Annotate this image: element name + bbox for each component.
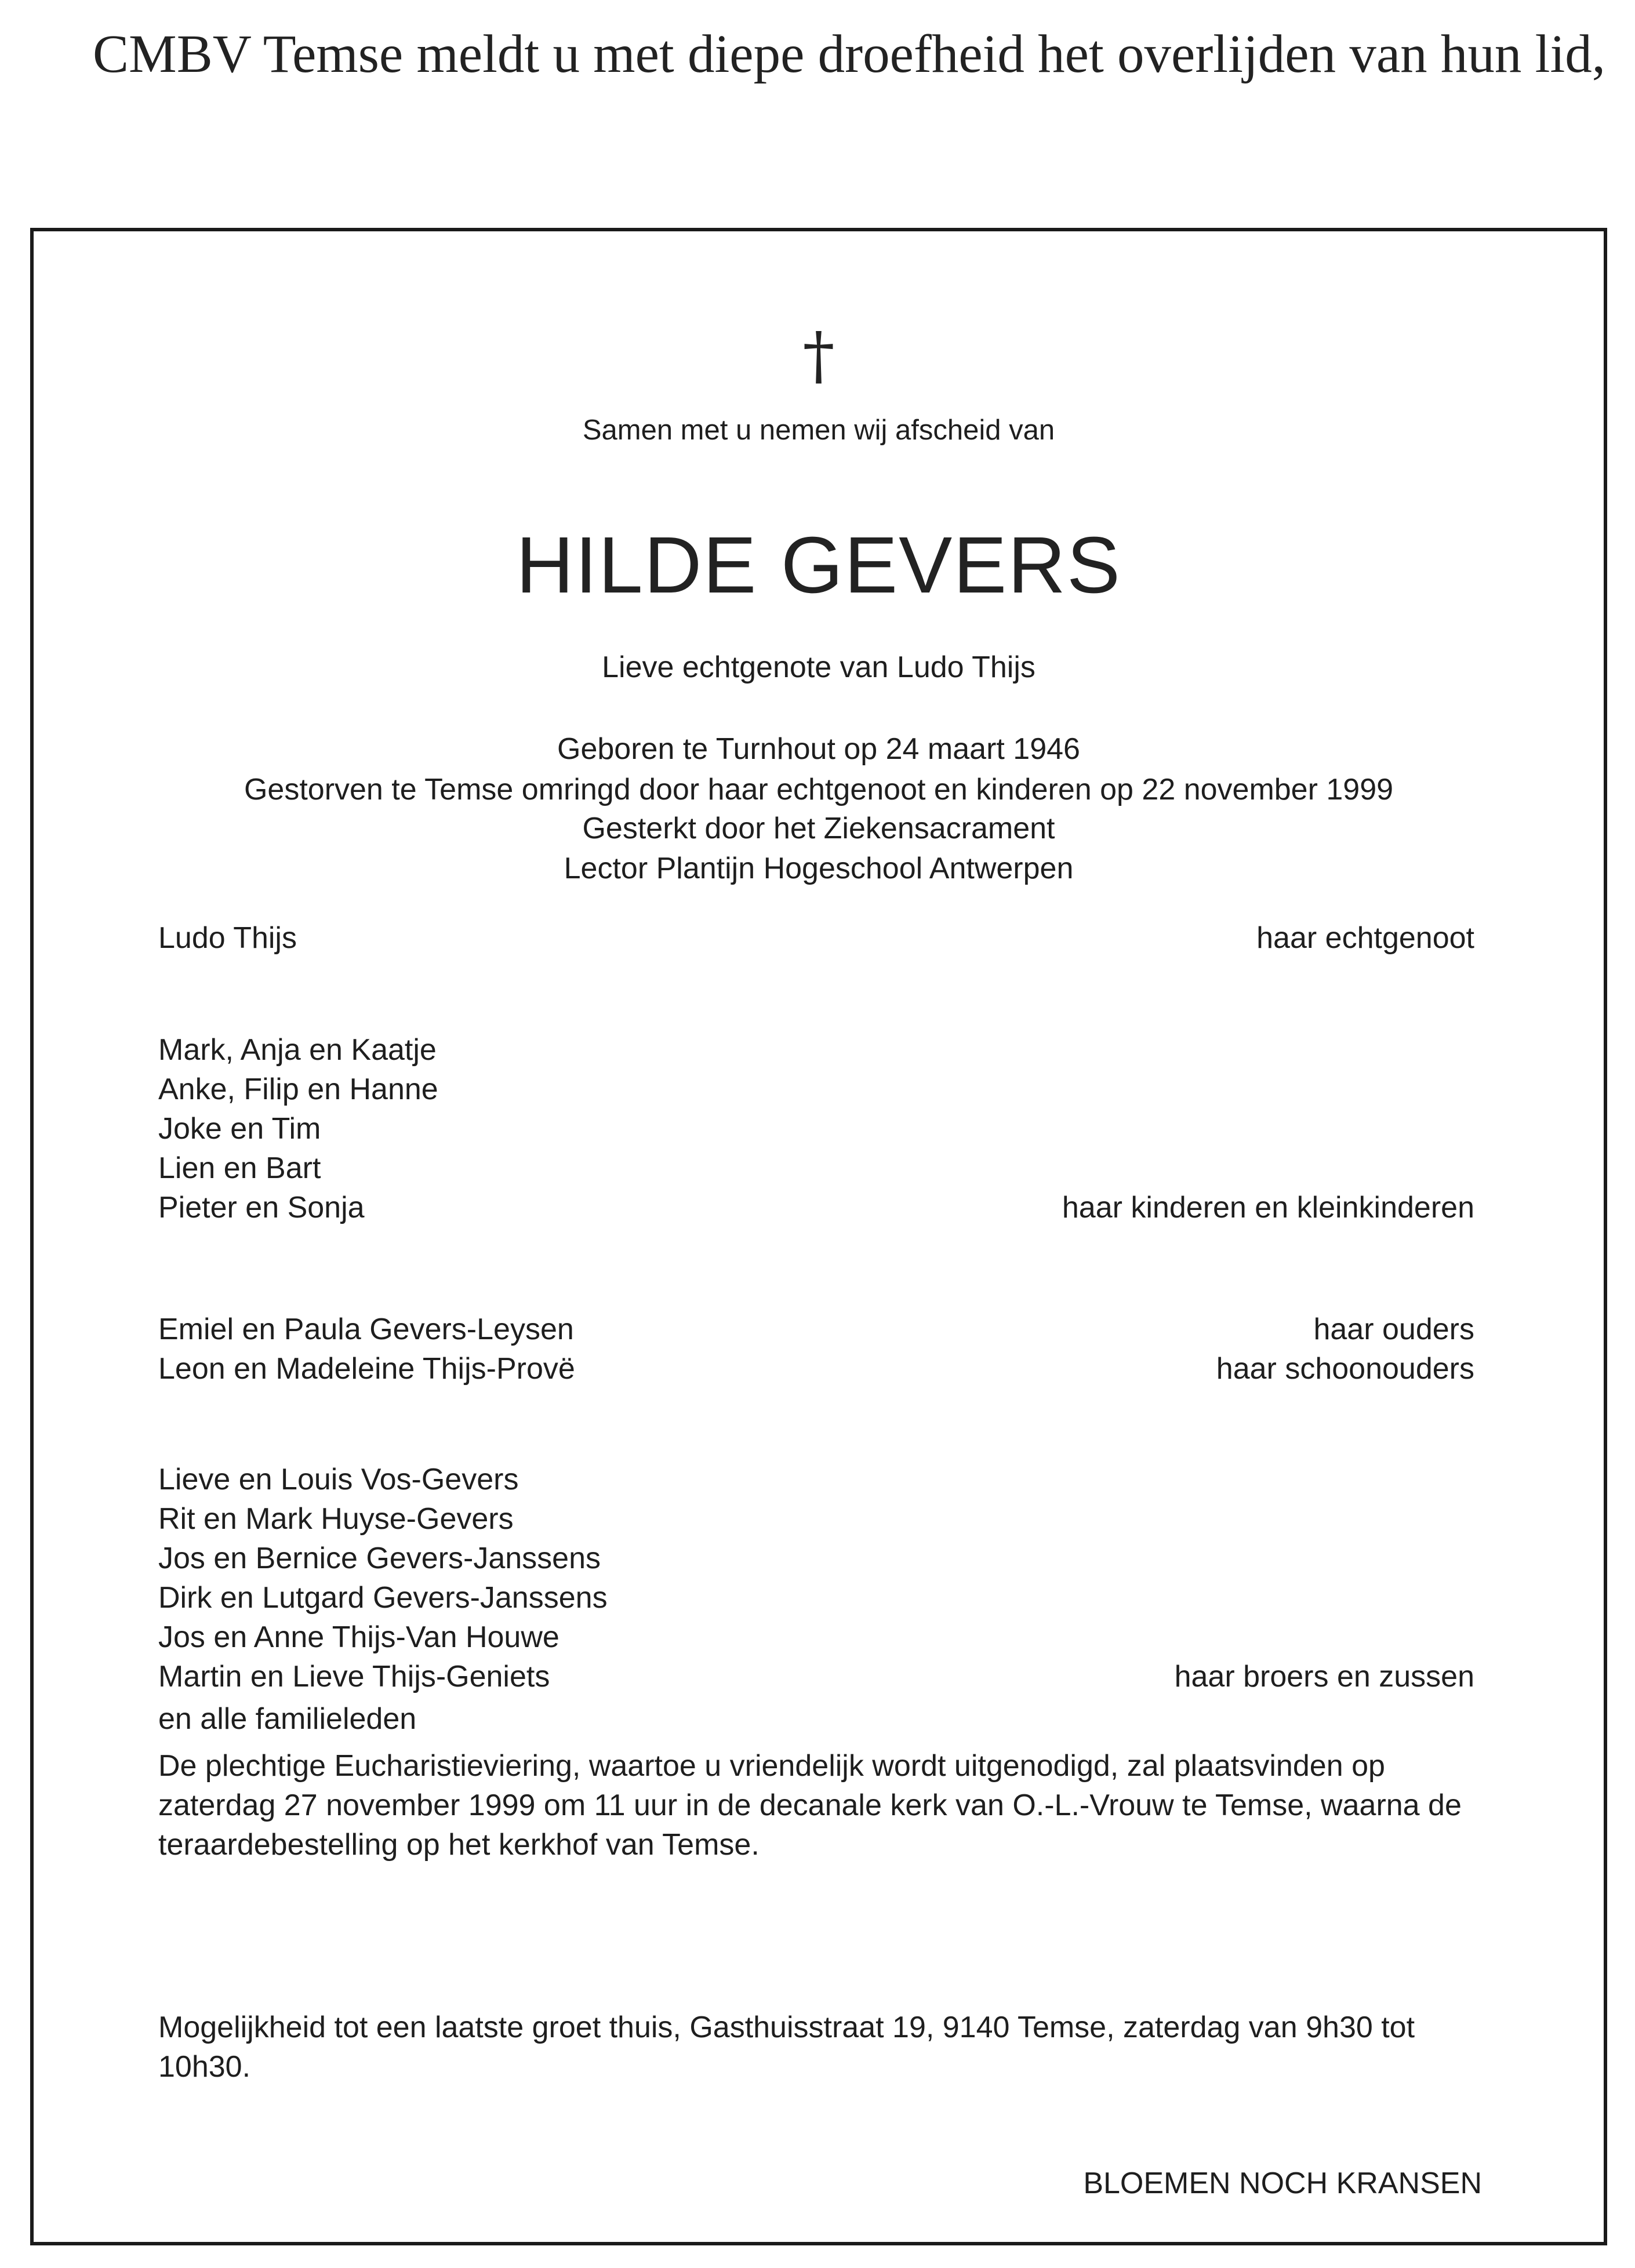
relative-name: Anke, Filip en Hanne bbox=[158, 1073, 438, 1106]
relatives-group-spouse bbox=[158, 918, 1474, 958]
intro-text: Samen met u nemen wij afscheid van bbox=[582, 415, 1055, 446]
relative-name: Dirk en Lutgard Gevers-Janssens bbox=[158, 1581, 608, 1615]
relative-name: Martin en Lieve Thijs-Geniets bbox=[158, 1660, 550, 1693]
cross-icon: † bbox=[802, 318, 835, 392]
relative-name: Leon en Madeleine Thijs-Provë bbox=[158, 1352, 575, 1386]
relative-name: Ludo Thijs bbox=[158, 921, 297, 955]
relation-label: haar ouders bbox=[1313, 1313, 1474, 1346]
relative-name: Jos en Anne Thijs-Van Houwe bbox=[158, 1620, 559, 1654]
visit-paragraph: Mogelijkheid tot een laatste groet thuis, Gasthuisstraat 19, 9140 Temse, zaterdag van 9h30 tot 10h30. bbox=[158, 2011, 1415, 2084]
relative-name: Jos en Bernice Gevers-Janssens bbox=[158, 1542, 601, 1575]
sacrament-line: Gesterkt door het Ziekensacrament bbox=[582, 812, 1055, 845]
relation-label: haar echtgenoot bbox=[1256, 921, 1474, 955]
relative-name: Pieter en Sonja bbox=[158, 1191, 365, 1224]
relative-name: Emiel en Paula Gevers-Leysen bbox=[158, 1313, 574, 1346]
occupation-line: Lector Plantijn Hogeschool Antwerpen bbox=[564, 852, 1074, 885]
relation-label: haar schoonouders bbox=[1216, 1352, 1474, 1386]
birth-line: Geboren te Turnhout op 24 maart 1946 bbox=[557, 732, 1080, 766]
relative-name: Mark, Anja en Kaatje bbox=[158, 1033, 437, 1067]
relative-name: Rit en Mark Huyse-Gevers bbox=[158, 1502, 514, 1536]
memorial-card bbox=[30, 228, 1607, 2245]
relative-name: Lien en Bart bbox=[158, 1151, 321, 1185]
relative-name: Joke en Tim bbox=[158, 1112, 321, 1146]
relative-name: Lieve en Louis Vos-Gevers bbox=[158, 1463, 519, 1496]
deceased-name: HILDE GEVERS bbox=[516, 521, 1121, 610]
relation-label: haar kinderen en kleinkinderen bbox=[1062, 1191, 1474, 1224]
header-announcement: CMBV Temse meldt u met diepe droefheid het overlijden van hun lid, bbox=[93, 24, 1606, 84]
death-line: Gestorven te Temse omringd door haar echtgenoot en kinderen op 22 november 1999 bbox=[244, 773, 1394, 806]
relatives-group-children bbox=[158, 1030, 1474, 1227]
relatives-group-parents bbox=[158, 1310, 1474, 1389]
relation-label: haar broers en zussen bbox=[1174, 1660, 1474, 1693]
flowers-notice: BLOEMEN NOCH KRANSEN bbox=[1083, 2167, 1482, 2200]
ceremony-paragraph: De plechtige Eucharistieviering, waartoe u vriendelijk wordt uitgenodigd, zal plaatsvinden op zaterdag 27 november 1999 om 11 uur in de decanale kerk van O.-L.-Vrouw te Temse, waarna de teraardebestelling op het kerkhof van Temse. bbox=[158, 1749, 1462, 1862]
family-line: en alle familieleden bbox=[158, 1702, 417, 1736]
relatives-group-siblings bbox=[158, 1460, 1474, 1696]
spouse-line: Lieve echtgenote van Ludo Thijs bbox=[602, 650, 1036, 684]
